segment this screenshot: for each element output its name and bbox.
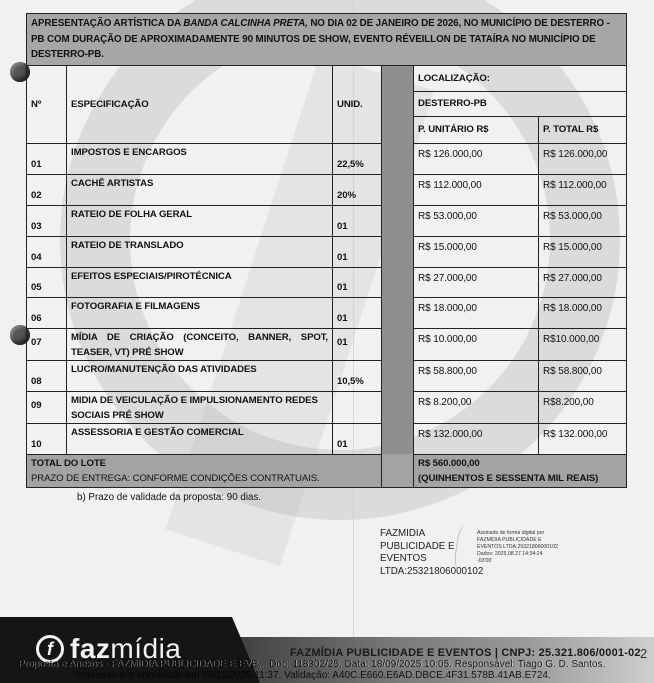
row-spec: MIDIA DE VEICULAÇÃO E IMPULSIONAMENTO REDES SOCIAIS PRÉ SHOW <box>67 391 333 423</box>
document-stamp-line-2: Impresso por convidado em 08/11/2025 11:37. Validação: A40C.E660.E6AD.DBCE.4F31.578B.41AB.E724. <box>76 670 551 681</box>
row-num: 10 <box>27 423 67 454</box>
row-unid: 20% <box>333 174 382 205</box>
row-unid: 01 <box>333 328 382 360</box>
row-unid: 01 <box>333 236 382 267</box>
signature-detail-line: EVENTOS LTDA:25321806000102 <box>477 544 558 550</box>
title-text-2: NO DIA 02 DE JANEIRO DE 2026, NO MUNICÍPIO DE DESTERRO - PB COM DURAÇÃO DE APROXIMADAMENTE 90 MINUTOS DE SHOW, EVENTO RÉVEILLON DE TATAÍRA NO MUNICÍPIO DE DESTERRO-PB. <box>31 18 610 60</box>
row-total-price: R$ 58.800,00 <box>539 360 627 391</box>
signer-line: PUBLICIDADE E <box>380 540 455 552</box>
row-spec: IMPOSTOS E ENCARGOS <box>67 143 333 174</box>
header-num: Nº <box>27 65 67 143</box>
row-unit-price: R$ 15.000,00 <box>414 236 539 267</box>
total-value: R$ 560.000,00 <box>418 457 480 469</box>
row-spec: RATEIO DE TRANSLADO <box>67 236 333 267</box>
row-num: 09 <box>27 391 67 423</box>
signature-detail-line: FAZMIDIA PUBLICIDADE E <box>477 537 542 543</box>
signer-line: FAZMIDIA <box>380 528 426 539</box>
logo-light: mídia <box>110 633 182 664</box>
row-num: 04 <box>27 236 67 267</box>
table-row <box>27 423 627 454</box>
table-row <box>27 328 627 360</box>
table-row <box>27 391 627 423</box>
row-spec: CACHÊ ARTISTAS <box>67 174 333 205</box>
row-num: 08 <box>27 360 67 391</box>
table-row <box>27 360 627 391</box>
total-label: TOTAL DO LOTE <box>31 457 106 469</box>
row-num: 02 <box>27 174 67 205</box>
signature-detail-line: -03'00' <box>477 558 493 564</box>
row-unit-price: R$ 18.000,00 <box>414 297 539 328</box>
row-total-price: R$ 132.000,00 <box>539 423 627 454</box>
total-value-words: (QUINHENTOS E SESSENTA MIL REAIS) <box>418 472 599 484</box>
location-label: LOCALIZAÇÃO: <box>414 65 627 91</box>
delivery-terms: PRAZO DE ENTREGA: CONFORME CONDIÇÕES CONTRATUAIS. <box>31 472 320 484</box>
proposal-table <box>26 13 627 488</box>
row-spec: FOTOGRAFIA E FILMAGENS <box>67 297 333 328</box>
location-value: DESTERRO-PB <box>414 91 627 116</box>
row-spec: ASSESSORIA E GESTÃO COMERCIAL <box>67 423 333 454</box>
table-row <box>27 297 627 328</box>
row-unit-price: R$ 112.000,00 <box>414 174 539 205</box>
table-row <box>27 267 627 297</box>
shaded-column <box>382 65 414 487</box>
footer-company: FAZMÍDIA PUBLICIDADE E EVENTOS | CNPJ: 25.321.806/0001-02 <box>290 647 641 659</box>
row-unit-price: R$ 132.000,00 <box>414 423 539 454</box>
table-row <box>27 174 627 205</box>
table-row <box>27 236 627 267</box>
row-total-price: R$10.000,00 <box>539 328 627 360</box>
signature-detail-line: Dados: 2025.08.27 14:34:24 <box>477 551 543 557</box>
row-num: 01 <box>27 143 67 174</box>
row-unit-price: R$ 8.200,00 <box>414 391 539 423</box>
row-total-price: R$ 53.000,00 <box>539 205 627 236</box>
header-total-price: P. TOTAL R$ <box>539 116 627 143</box>
row-total-price: R$ 15.000,00 <box>539 236 627 267</box>
row-num: 07 <box>27 328 67 360</box>
row-spec: RATEIO DE FOLHA GERAL <box>67 205 333 236</box>
row-total-price: R$ 18.000,00 <box>539 297 627 328</box>
total-row <box>27 454 627 487</box>
title-band-name: BANDA CALCINHA PRETA, <box>183 18 308 29</box>
row-unid: 01 <box>333 205 382 236</box>
table-row <box>27 143 627 174</box>
signer-line: LTDA:25321806000102 <box>380 565 484 577</box>
row-unit-price: R$ 27.000,00 <box>414 267 539 297</box>
total-value-cell <box>414 454 627 487</box>
row-unid: 01 <box>333 267 382 297</box>
row-spec: LUCRO/MANUTENÇÃO DAS ATIVIDADES <box>67 360 333 391</box>
proposal-title <box>27 14 627 66</box>
header-spec: ESPECIFICAÇÃO <box>67 65 333 143</box>
row-num: 03 <box>27 205 67 236</box>
page-number: 2 <box>640 646 648 661</box>
row-spec: MÍDIA DE CRIAÇÃO (CONCEITO, BANNER, SPOT, TEASER, VT) PRÉ SHOW <box>67 328 333 360</box>
header-unit-price: P. UNITÁRIO R$ <box>414 116 539 143</box>
table-row <box>27 205 627 236</box>
signer-line: EVENTOS <box>380 553 427 564</box>
row-unid <box>333 391 382 423</box>
row-num: 05 <box>27 267 67 297</box>
row-unit-price: R$ 126.000,00 <box>414 143 539 174</box>
row-total-price: R$8.200,00 <box>539 391 627 423</box>
row-total-price: R$ 126.000,00 <box>539 143 627 174</box>
signature-detail-line: Assinado de forma digital por <box>477 530 545 536</box>
row-total-price: R$ 27.000,00 <box>539 267 627 297</box>
row-num: 06 <box>27 297 67 328</box>
digital-signature-details <box>477 530 558 565</box>
row-unid: 01 <box>333 297 382 328</box>
logo-circle-icon: f <box>36 635 64 663</box>
row-unid: 10,5% <box>333 360 382 391</box>
row-unid: 22,5% <box>333 143 382 174</box>
row-unid: 01 <box>333 423 382 454</box>
row-unit-price: R$ 10.000,00 <box>414 328 539 360</box>
row-total-price: R$ 112.000,00 <box>539 174 627 205</box>
row-unit-price: R$ 53.000,00 <box>414 205 539 236</box>
row-unit-price: R$ 58.800,00 <box>414 360 539 391</box>
document-stamp-line-1: Proposta e Anexos - FAZMIDIA PUBLICIDADE E EVE... Doc: 118302/25. Data: 18/09/2025 10:05. Responsável: Tiago G. D. Santos. <box>18 659 606 670</box>
header-unid: UNID. <box>333 65 382 143</box>
total-label-cell <box>27 454 414 487</box>
validity-note: b) Prazo de validade da proposta: 90 dias. <box>77 492 262 503</box>
row-spec: EFEITOS ESPECIAIS/PIROTÉCNICA <box>67 267 333 297</box>
title-text-1: APRESENTAÇÃO ARTÍSTICA DA <box>31 18 184 29</box>
logo-bold: faz <box>70 633 111 664</box>
